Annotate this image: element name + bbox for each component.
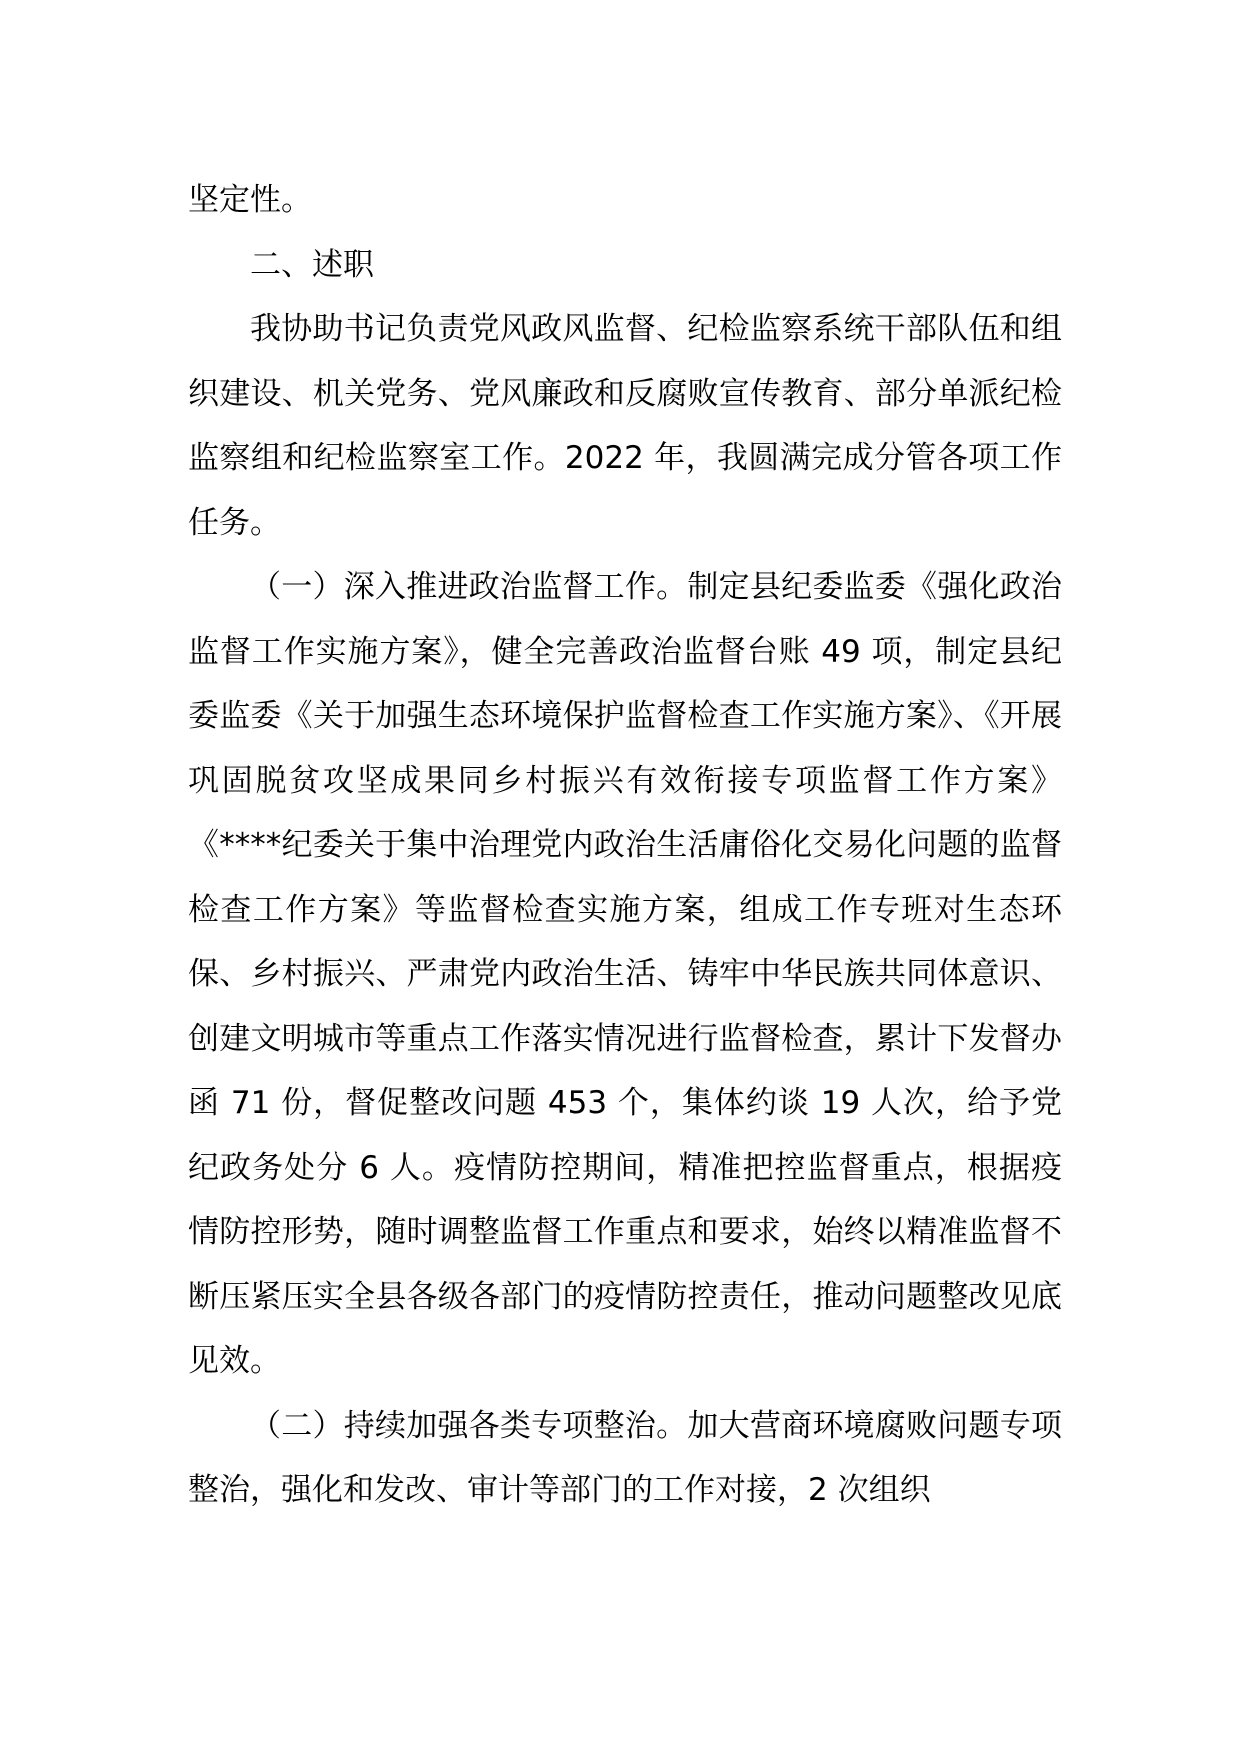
paragraph-special-rectification: （二）持续加强各类专项整治。加大营商环境腐败问题专项整治，强化和发改、审计等部门的工作对接，2 次组织 [188, 1407, 1062, 1508]
section-heading: 二、述职 [250, 246, 374, 283]
paragraph-continuation: 坚定性。 [188, 182, 312, 218]
paragraph-duties: 我协助书记负责党风政风监督、纪检监察系统干部队伍和组织建设、机关党务、党风廉政和反腐败宣传教育、部分单派纪检监察组和纪检监察室工作。2022 年，我圆满完成分管各项工作任务。 [188, 311, 1062, 541]
paragraph-political-supervision: （一）深入推进政治监督工作。制定县纪委监委《强化政治监督工作实施方案》，健全完善政治监督台账 49 项，制定县纪委监委《关于加强生态环境保护监督检查工作实施方案》、《开展巩固脱贫攻坚成果同乡村振兴有效衔接专项监督工作方案》《****纪委关于集中治理党内政治生活庸俗化交易化问题的监督检查工作方案》等监督检查实施方案，组成工作专班对生态环保、乡村振兴、严肃党内政治生活、铸牢中华民族共同体意识、创建文明城市等重点工作落实情况进行监督检查，累计下发督办函 71 份，督促整改问题 453 个，集体约谈 19 人次，给予党纪政务处分 6 人。疫情防控期间，精准把控监督重点，根据疫情防控形势，随时调整监督工作重点和要求，始终以精准监督不断压紧压实全县各级各部门的疫情防控责任，推动问题整改见底见效。 [188, 569, 1062, 1379]
document-body [188, 168, 1062, 1523]
